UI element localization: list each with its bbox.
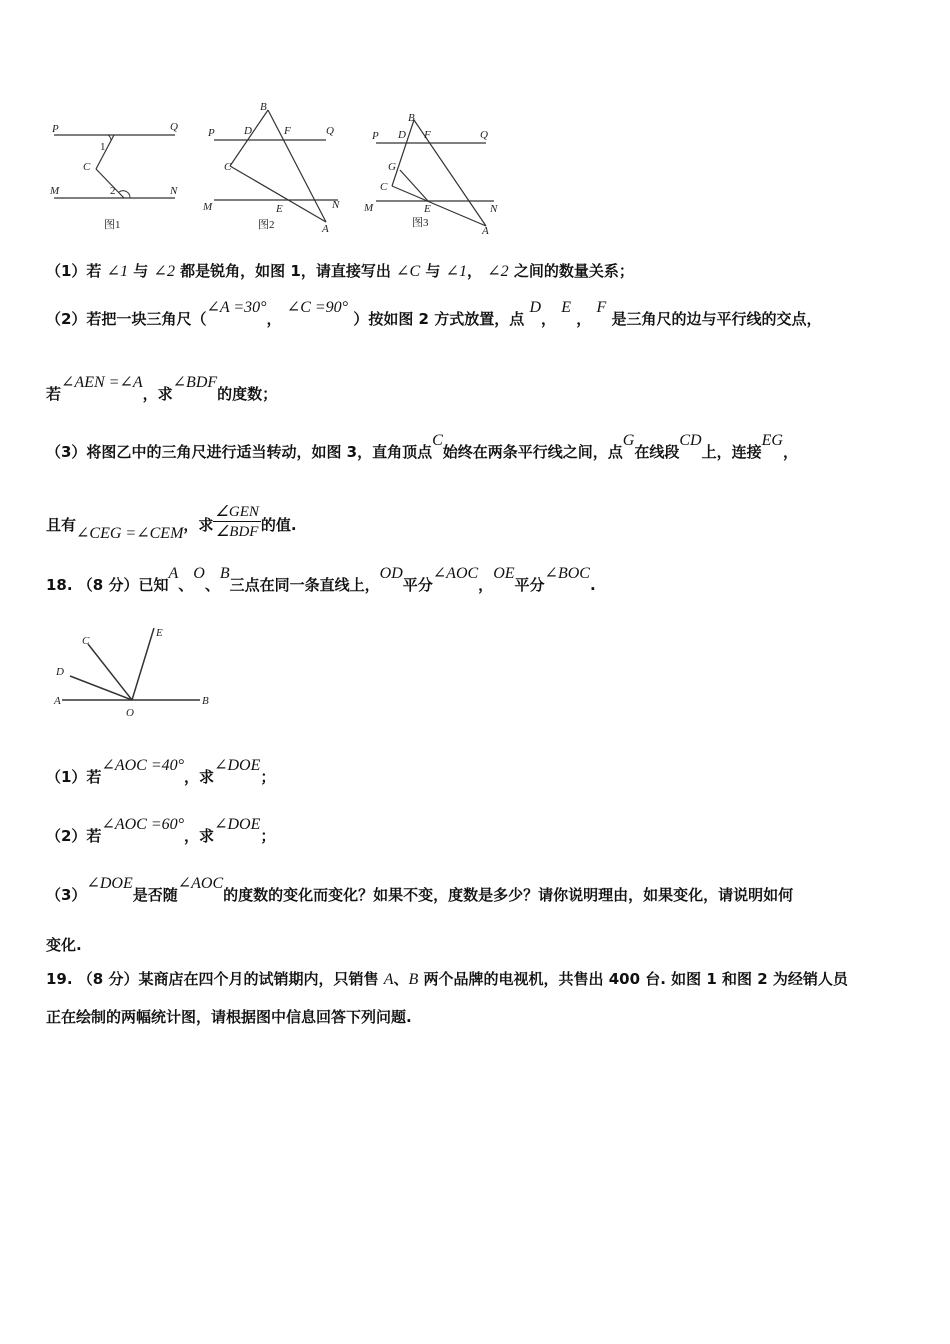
fig3-label-a: A [482,225,489,237]
q17-part2: （2）若把一块三角尺（∠A =30°， ∠C =90° ）按如图 2 方式放置，点 D， E ， F 是三角尺的边与平行线的交点， [46,299,822,328]
q18-part2: （2）若∠AOC =60°，求∠DOE； [46,816,276,845]
fig3-label-n: N [490,203,498,215]
q18-part3-cont: 变化. [46,936,82,954]
fig3-label-b: B [408,112,415,124]
q17-part3-cont: 且有∠CEG =∠CEM，求 $\frac{\text{∠GEN}}{\text{∠BDF}}$ 的值. [46,504,297,542]
fig3-label-c: C [380,181,388,193]
fig1-label-n: N [170,185,178,197]
figure-18 [48,618,228,723]
fig2-label-b: B [260,101,267,113]
fig2-label-c: C [224,161,232,173]
q18-heading: 18. （8 分）已知A、O、B三点在同一条直线上，OD平分∠AOC，OE平分∠BOC. [46,565,596,594]
fig3-label-p: P [372,130,379,142]
fig2-label-m: M [203,201,213,213]
q17-part3: （3）将图乙中的三角尺进行适当转动，如图 3，直角顶点C始终在两条平行线之间，点G在线段CD上，连接EG， [46,432,798,461]
q19-line2: 正在绘制的两幅统计图，请根据图中信息回答下列问题. [46,1008,412,1026]
figure-1 [40,112,190,237]
fig18-label-c: C [82,635,90,647]
fig2-label-p: P [208,127,215,139]
q18-part3: （3）∠DOE是否随∠AOC的度数的变化而变化？如果不变，度数是多少？请你说明理由，如果变化，请说明如何 [46,875,794,904]
fig1-angle-2: 2 [110,185,116,197]
fig2-label-f: F [284,125,291,137]
fig1-label-p: P [52,123,59,135]
fig1-caption: 图1 [104,219,121,231]
fig3-label-e: E [424,203,431,215]
fig3-label-d: D [398,129,406,141]
fig2-label-a: A [322,223,329,235]
fig2-label-d: D [244,125,252,137]
fraction-gen-bdf: $\frac{\text{∠GEN}}{\text{∠BDF}}$ [215,504,259,540]
fig18-label-b: B [202,695,209,707]
fig2-caption: 图2 [258,219,275,231]
figure-3 [358,108,518,238]
fig2-label-e: E [276,203,283,215]
q18-part1: （1）若∠AOC =40°，求∠DOE； [46,757,276,786]
fig18-label-d: D [56,666,64,678]
figure-2 [198,98,358,238]
fig18-label-a: A [54,695,61,707]
fig3-label-g: G [388,161,396,173]
fig18-label-e: E [156,627,163,639]
fig1-label-q: Q [170,121,178,133]
q17-part2-cont: 若∠AEN =∠A，求∠BDF的度数； [46,374,278,403]
q17-part1: （1）若 ∠1 与 ∠2 都是锐角，如图 1，请直接写出 ∠C 与 ∠1， ∠2 之间的数量关系； [46,262,634,280]
fig3-label-f: F [424,129,431,141]
fig3-label-m: M [364,202,374,214]
fig1-label-c: C [83,161,91,173]
fig2-label-n: N [332,199,340,211]
fig1-label-m: M [50,185,60,197]
q19-line1: 19. （8 分）某商店在四个月的试销期内，只销售 A、B 两个品牌的电视机，共售出 400 台. 如图 1 和图 2 为经销人员 [46,970,848,988]
fig18-label-o: O [126,707,134,719]
fig2-label-q: Q [326,125,334,137]
fig3-label-q: Q [480,129,488,141]
fig3-caption: 图3 [412,217,429,229]
fig1-angle-1: 1 [100,141,106,153]
